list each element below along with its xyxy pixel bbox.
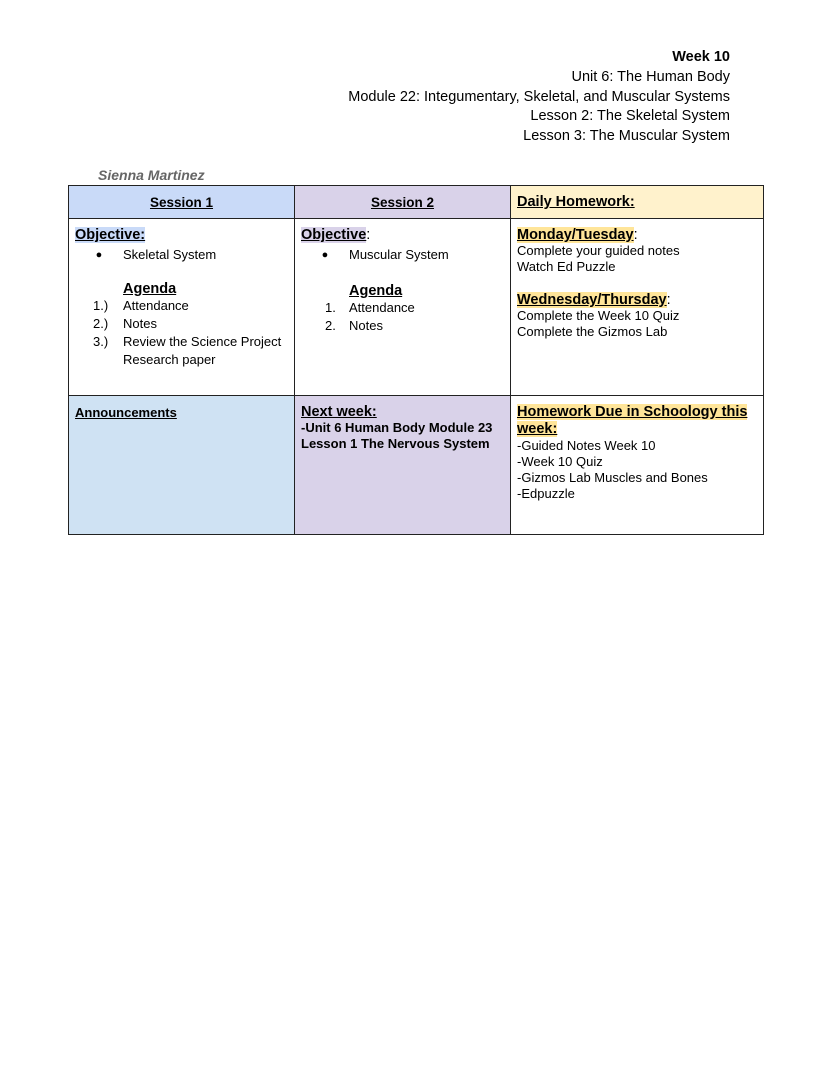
list-item: 2.) Notes [93, 316, 157, 331]
next-week-label: Next week: [301, 404, 377, 420]
homework-item: Complete the Week 10 Quiz [517, 308, 680, 323]
session-2-agenda-label: Agenda [349, 283, 403, 299]
session-2-objective-item: ● Muscular System [301, 246, 504, 264]
list-item: 3.) Review the Science Project Research paper [93, 334, 282, 367]
unit-title: Unit 6: The Human Body [571, 68, 730, 85]
list-item: 1. Attendance [325, 300, 415, 315]
weekly-plan-table [68, 185, 764, 535]
teacher-name: Sienna Martinez [98, 167, 205, 183]
due-item: -Guided Notes Week 10 [517, 438, 656, 453]
session-2-cell: Objective: ● Muscular System Agenda 1. Attendance 2. Notes [295, 219, 511, 396]
next-week-cell [295, 396, 511, 535]
homework-item: Complete your guided notes [517, 243, 680, 258]
bullet-icon: ● [95, 249, 103, 261]
list-item: 2. Notes [325, 318, 383, 333]
homework-due-label: Homework Due in Schoology this week: [517, 404, 748, 437]
lesson-2-title: Lesson 2: The Skeletal System [530, 108, 730, 125]
module-title: Module 22: Integumentary, Skeletal, and Muscular Systems [348, 88, 730, 105]
plan-row [69, 219, 764, 396]
document-header [348, 48, 730, 147]
announcements-label: Announcements [75, 405, 177, 420]
session-1-header: Session 1 [69, 186, 295, 219]
session-1-agenda-list [75, 297, 288, 369]
next-week-line: Lesson 1 The Nervous System [301, 436, 490, 451]
list-item: 1.) Attendance [93, 298, 189, 313]
due-item: -Week 10 Quiz [517, 454, 603, 469]
session-2-objective-label: Objective [301, 227, 367, 243]
homework-item: Watch Ed Puzzle [517, 259, 616, 274]
due-item: -Edpuzzle [517, 486, 575, 501]
lesson-3-title: Lesson 3: The Muscular System [523, 128, 730, 145]
week-title: Week 10 [672, 49, 730, 65]
session-2-agenda-list [301, 299, 504, 335]
homework-due-cell [511, 396, 764, 535]
session-1-cell [69, 219, 295, 396]
daily-homework-cell: Monday/Tuesday: Complete your guided notes Watch Ed Puzzle Wednesday/Thursday: Complete the Week 10 Quiz Complete the Gizmos Lab [511, 219, 764, 396]
session-2-header: Session 2 [295, 186, 511, 219]
monday-tuesday-label: Monday/Tuesday [517, 227, 634, 243]
session-1-objective-label: Objective: [75, 227, 146, 243]
session-1-agenda-label: Agenda [123, 281, 177, 297]
next-week-line: -Unit 6 Human Body Module 23 [301, 420, 493, 435]
session-1-objective-item: ● Skeletal System [75, 246, 288, 264]
announcements-cell [69, 396, 295, 535]
info-row [69, 396, 764, 535]
bullet-icon: ● [321, 249, 329, 261]
due-item: -Gizmos Lab Muscles and Bones [517, 470, 708, 485]
wednesday-thursday-label: Wednesday/Thursday [517, 292, 667, 308]
table-header-row [69, 186, 764, 219]
daily-homework-header: Daily Homework: [511, 186, 764, 219]
homework-item: Complete the Gizmos Lab [517, 324, 668, 339]
